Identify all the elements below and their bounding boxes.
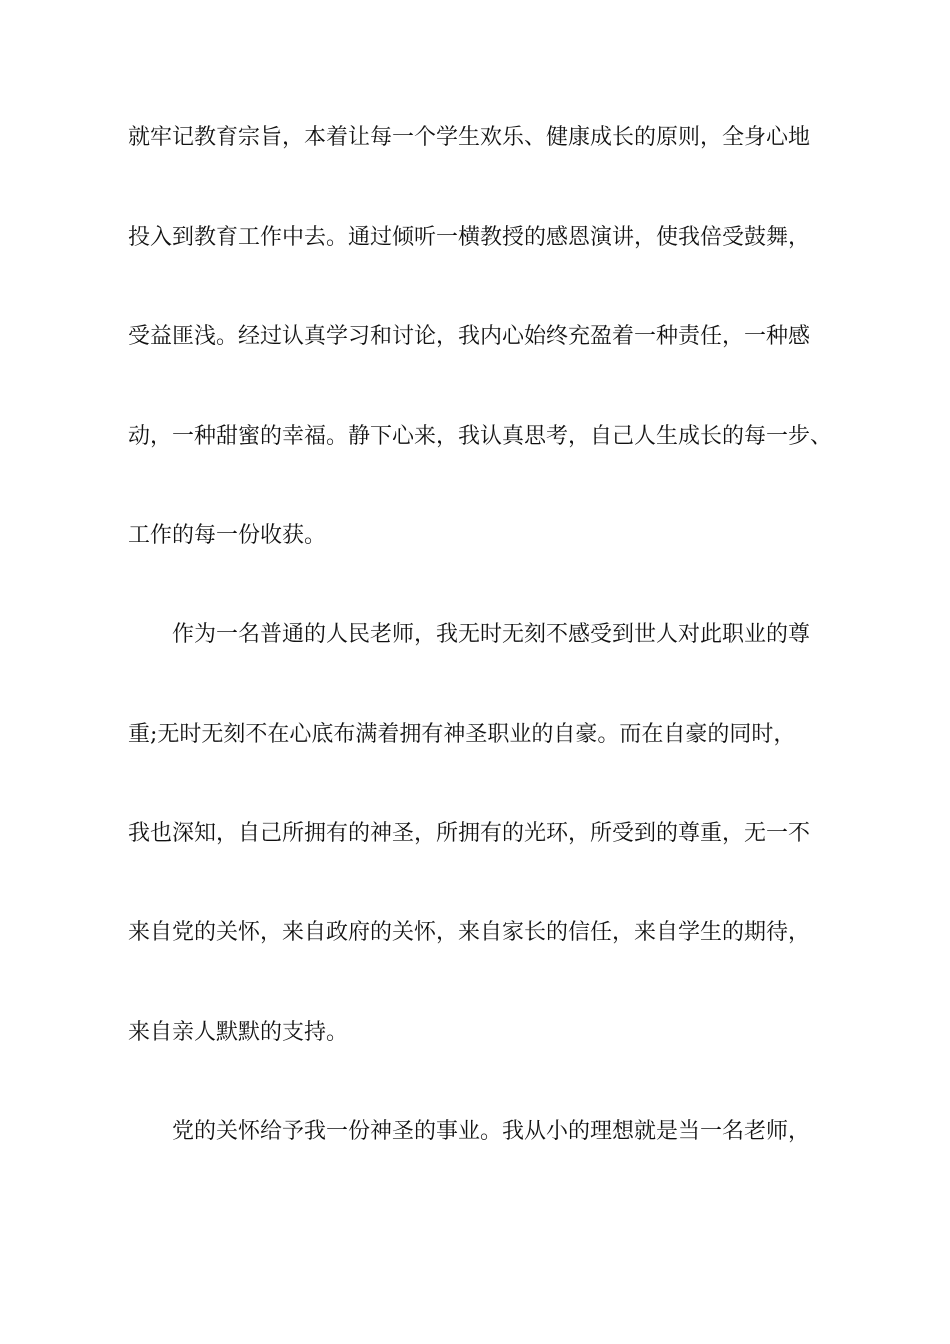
text-line-10: 来自亲人默默的支持。: [128, 1020, 349, 1045]
text-line-5: 工作的每一份收获。: [128, 523, 327, 548]
text-line-8: 我也深知，自己所拥有的神圣，所拥有的光环，所受到的尊重，无一不: [128, 821, 811, 846]
text-line-9: 来自党的关怀，来自政府的关怀，来自家长的信任，来自学生的期待，: [128, 920, 811, 945]
text-line-3: 受益匪浅。经过认真学习和讨论，我内心始终充盈着一种责任，一种感: [128, 324, 811, 349]
text-line-1: 就牢记教育宗旨，本着让每一个学生欢乐、健康成长的原则，全身心地: [128, 125, 811, 150]
text-line-7: 重;无时无刻不在心底布满着拥有神圣职业的自豪。而在自豪的同时，: [128, 722, 796, 747]
text-line-6: 作为一名普通的人民老师，我无时无刻不感受到世人对此职业的尊: [172, 622, 811, 647]
text-line-11: 党的关怀给予我一份神圣的事业。我从小的理想就是当一名老师，: [172, 1119, 811, 1144]
text-line-2: 投入到教育工作中去。通过倾听一横教授的感恩演讲，使我倍受鼓舞，: [128, 225, 811, 250]
text-line-4: 动，一种甜蜜的幸福。静下心来，我认真思考，自己人生成长的每一步、: [128, 424, 833, 449]
